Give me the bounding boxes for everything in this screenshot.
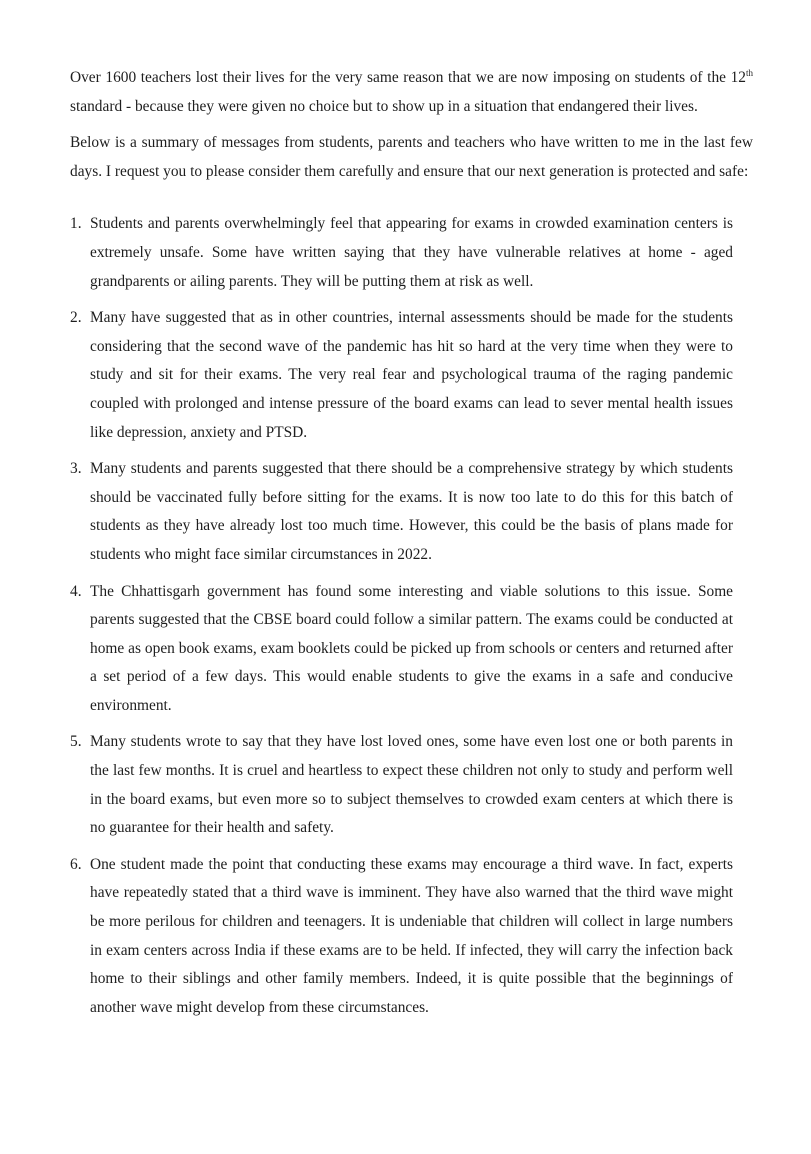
list-number: 2.: [70, 309, 82, 327]
list-item-text: Many students wrote to say that they have lost loved ones, some have even lost one or both parents in the last few months. It is cruel and heartless to expect these children not only to study and perform well in the board exams, but even more so to subject themselves to crowded exam centers at which there is no guarantee for their health and safety.: [90, 733, 733, 837]
intro-text-start: Over 1600 teachers lost their lives for the very same reason that we are now imposing on students of the 12: [70, 69, 746, 86]
intro-text-end: standard - because they were given no choice but to show up in a situation that endangered their lives.: [70, 97, 698, 115]
list-number: 6.: [70, 855, 82, 873]
intro-paragraph-summary: Below is a summary of messages from students, parents and teachers who have written to me in the last few days. I request you to please consider them carefully and ensure that our next generation is protected and safe:: [70, 134, 753, 180]
list-item: [70, 210, 753, 296]
list-item-text: The Chhattisgarh government has found some interesting and viable solutions to this issue. Some parents suggested that the CBSE board could follow a similar pattern. The exams could be conducted at home as open book exams, exam booklets could be picked up from schools or centers and returned after a set period of a few days. This would enable students to give the exams in a safe and conducive environment.: [90, 582, 733, 714]
list-item-text: Many have suggested that as in other countries, internal assessments should be made for the students considering that the second wave of the pandemic has hit so hard at the very time when they were to study and sit for their exams. The very real fear and psychological trauma of the raging pandemic coupled with prolonged and intense pressure of the board exams can lead to sever mental health issues like depression, anxiety and PTSD.: [90, 309, 733, 441]
list-item-text: One student made the point that conducting these exams may encourage a third wave. In fact, experts have repeatedly stated that a third wave is imminent. They have also warned that the third wave might be more perilous for children and teenagers. It is undeniable that children will collect in large numbers in exam centers across India if these exams are to be held. If infected, they will carry the infection back home to their siblings and other family members. Indeed, it is quite possible that the beginnings of another wave might develop from these circumstances.: [90, 855, 733, 1016]
list-number: 1.: [70, 215, 82, 233]
list-item: [70, 455, 753, 569]
list-item: [70, 304, 753, 447]
list-item: [70, 578, 753, 721]
list-item-text: Students and parents overwhelmingly feel that appearing for exams in crowded examination centers is extremely unsafe. Some have written saying that they have vulnerable relatives at home - aged grandparents or ailing parents. They will be putting them at risk as well.: [90, 215, 733, 290]
list-number: 3.: [70, 460, 82, 478]
ordinal-superscript: th: [745, 68, 753, 78]
list-item-text: Many students and parents suggested that there should be a comprehensive strategy by which students should be vaccinated fully before sitting for the exams. It is now too late to do this for this batch of students as they have already lost too much time. However, this could be the basis of plans made for students who might face similar circumstances in 2022.: [90, 460, 733, 563]
list-number: 5.: [70, 733, 82, 751]
numbered-list: [70, 210, 753, 1022]
list-item: [70, 851, 753, 1023]
list-number: 4.: [70, 582, 82, 600]
list-item: [70, 728, 753, 842]
intro-paragraph-teachers: [70, 64, 753, 121]
